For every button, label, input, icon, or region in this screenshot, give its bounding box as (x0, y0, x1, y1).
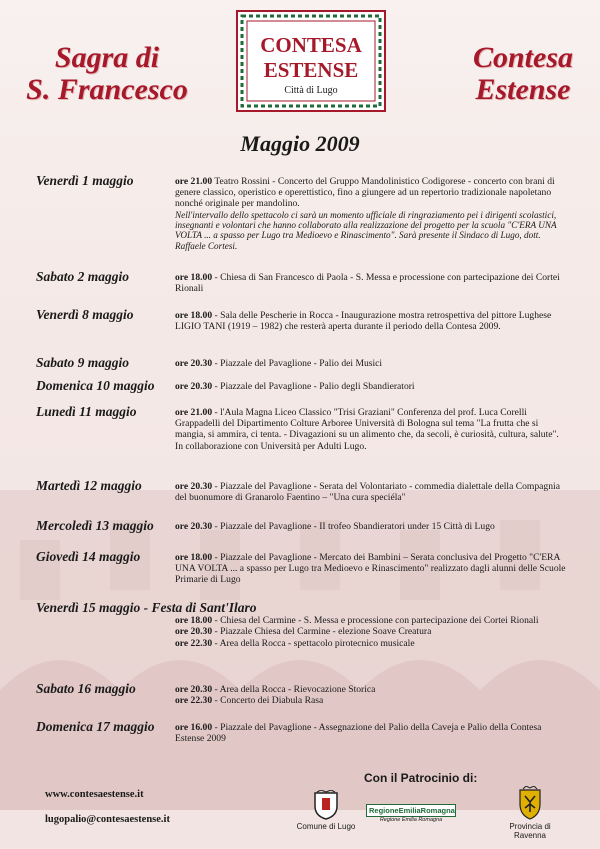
event-text: - Sala delle Pescherie in Rocca - Inaugurazione mostra retrospettiva del pittore Lughese LIGIO TANI (1919 – 1982) che resterà aperta durante il periodo della Contesa 2009. (175, 310, 552, 333)
event-day: Sabato 9 maggio (36, 355, 130, 370)
event-text: - Concerto dei Diabula Rasa (212, 695, 324, 707)
contesa-estense-logo (236, 10, 386, 112)
website-link[interactable]: www.contesaestense.it (45, 789, 144, 800)
sponsor2-label: Regione Emilia Romagna (379, 817, 443, 823)
header-right-line2: Estense (475, 73, 571, 106)
event-9-maggio (36, 355, 566, 370)
event-day: Sabato 2 maggio (36, 269, 130, 284)
logo-line3: Città di Lugo (284, 85, 338, 96)
event-note: Nell'intervallo dello spettacolo ci sarà un momento ufficiale di ringraziamento pei i dirigenti scolastici, insegnanti e volontari che hanno collaborato alla realizzazione del progetto per la scuola "C'ERA UNA VOLTA ... a spasso per Lugo tra Medioevo e Rinascimento". Sarà presente il Sindaco di Lugo, dott. Raffaele Cortesi. (175, 209, 557, 251)
event-time: ore 18.00 (175, 615, 213, 627)
event-text: - Chiesa di San Francesco di Paola - S. Messa e processione con partecipazione dei Cortei Rionali (175, 272, 560, 295)
event-body (175, 381, 566, 392)
event-line (175, 684, 566, 695)
event-line (175, 626, 566, 637)
event-time: ore 21.00 (175, 407, 213, 418)
event-text: - Area della Rocca - Rievocazione Storica (212, 684, 376, 695)
patronage-label: Con il Patrocinio di: (364, 771, 478, 785)
header-left-title (22, 42, 192, 106)
event-11-maggio (36, 404, 566, 452)
event-time: ore 16.00 (175, 722, 213, 733)
event-time: ore 20.30 (175, 381, 213, 392)
event-body (175, 310, 566, 332)
event-body (175, 722, 566, 744)
event-body (175, 176, 566, 251)
event-text: - Piazzale del Pavaglione - II trofeo Sbandieratori under 15 Città di Lugo (212, 521, 495, 532)
header-right-line1: Contesa (472, 41, 574, 74)
event-15-maggio (36, 602, 566, 649)
page-title: Maggio 2009 (240, 131, 360, 156)
sponsor-comune-lugo (296, 790, 356, 831)
event-14-maggio (36, 549, 566, 586)
event-time: ore 20.30 (175, 521, 213, 532)
event-1-maggio (36, 173, 566, 251)
event-line (175, 615, 566, 626)
event-time: ore 18.00 (175, 310, 213, 321)
provincia-ravenna-crest-icon (517, 786, 543, 820)
sponsor1-label: Comune di Lugo (296, 822, 356, 831)
event-time: ore 22.30 (175, 637, 213, 649)
event-12-maggio (36, 478, 566, 504)
event-time: ore 20.30 (175, 481, 213, 492)
header-left-line1: Sagra di (54, 41, 160, 74)
event-16-maggio (36, 681, 566, 707)
event-body (175, 684, 566, 706)
event-10-maggio (36, 378, 566, 393)
regione-logo: RegioneEmiliaRomagna (366, 804, 456, 817)
event-body (175, 407, 566, 452)
event-day: Domenica 10 maggio (36, 378, 155, 393)
event-text: - Piazzale del Pavaglione - Mercato dei Bambini – Serata conclusiva del Progetto "C'ERA UNA VOLTA ... a spasso per Lugo tra Medioevo e Rinascimento" realizzato dagli alunni delle Scuole Primarie di Lugo (175, 552, 566, 586)
event-day: Venerdì 1 maggio (36, 173, 134, 188)
event-day: Sabato 16 maggio (36, 681, 136, 696)
event-text: - Piazzale del Pavaglione - Palio dei Musici (212, 358, 383, 369)
event-body (175, 615, 566, 649)
logo-line2: ESTENSE (263, 58, 359, 82)
header-left-line2: S. Francesco (26, 73, 188, 106)
event-body (175, 521, 566, 532)
event-day: Domenica 17 maggio (36, 719, 155, 734)
logo-line1: CONTESA (260, 33, 362, 57)
event-text: - Area della Rocca - spettacolo pirotecnico musicale (212, 637, 415, 649)
event-time: ore 18.00 (175, 552, 213, 563)
email-link[interactable]: lugopalio@contesaestense.it (45, 814, 170, 825)
event-body (175, 552, 566, 586)
event-day: Giovedì 14 maggio (36, 549, 141, 564)
event-time: ore 22.30 (175, 695, 213, 707)
event-day: Martedì 12 maggio (36, 478, 142, 493)
event-line (175, 695, 566, 706)
event-day: Venerdì 15 maggio - Festa di Sant'Ilaro (36, 600, 257, 615)
event-text: - l'Aula Magna Liceo Classico "Trisi Graziani" Conferenza del prof. Luca Corelli Grappadelli del Dipartimento Colture Arboree Università di Bologna sul tema "La frutta che si mangia, si ammira, ci tenta. - Divagazioni su un alimento che, da secoli, è curiosità, cultura, salute". In collaborazione con Università per Adulti Lugo. (175, 407, 559, 452)
event-2-maggio (36, 269, 566, 295)
event-8-maggio (36, 307, 566, 333)
event-text: - Piazzale Chiesa del Carmine - elezione Soave Creatura (212, 626, 432, 638)
event-text: - Piazzale del Pavaglione - Palio degli Sbandieratori (212, 381, 415, 392)
event-body (175, 481, 566, 503)
event-day: Lunedì 11 maggio (36, 404, 137, 419)
event-text: - Piazzale del Pavaglione - Assegnazione del Palio della Caveja e Palio della Contesa Estense 2009 (175, 722, 542, 745)
sponsor-provincia-ravenna (500, 786, 560, 840)
event-body (175, 272, 566, 294)
sponsor3-label: Provincia di Ravenna (509, 822, 551, 840)
event-text: Teatro Rossini - Concerto del Gruppo Mandolinistico Codigorese - concerto con brani di genere classico, operistico e operettistico, fino a giungere ad un repertorio tradizionale napoletano nonché originale per mandolino. (175, 176, 555, 210)
header-right-title (438, 42, 600, 106)
event-day: Venerdì 8 maggio (36, 307, 134, 322)
event-time: ore 20.30 (175, 358, 213, 369)
event-17-maggio (36, 719, 566, 745)
event-13-maggio (36, 518, 566, 533)
event-time: ore 20.30 (175, 684, 213, 695)
event-time: ore 21.00 (175, 176, 213, 187)
sponsor-regione (366, 804, 456, 823)
event-time: ore 20.30 (175, 626, 213, 638)
event-time: ore 18.00 (175, 272, 213, 283)
comune-lugo-crest-icon (313, 790, 339, 820)
event-day: Mercoledì 13 maggio (36, 518, 154, 533)
event-body (175, 358, 566, 369)
event-text: - Chiesa del Carmine - S. Messa e processione con partecipazione dei Cortei Rionali (212, 615, 539, 627)
event-text: - Piazzale del Pavaglione - Serata del Volontariato - commedia dialettale della Compagnia del buonumore di Granarolo Faentino – "Una cura speciéla" (175, 481, 560, 504)
event-line (175, 638, 566, 649)
